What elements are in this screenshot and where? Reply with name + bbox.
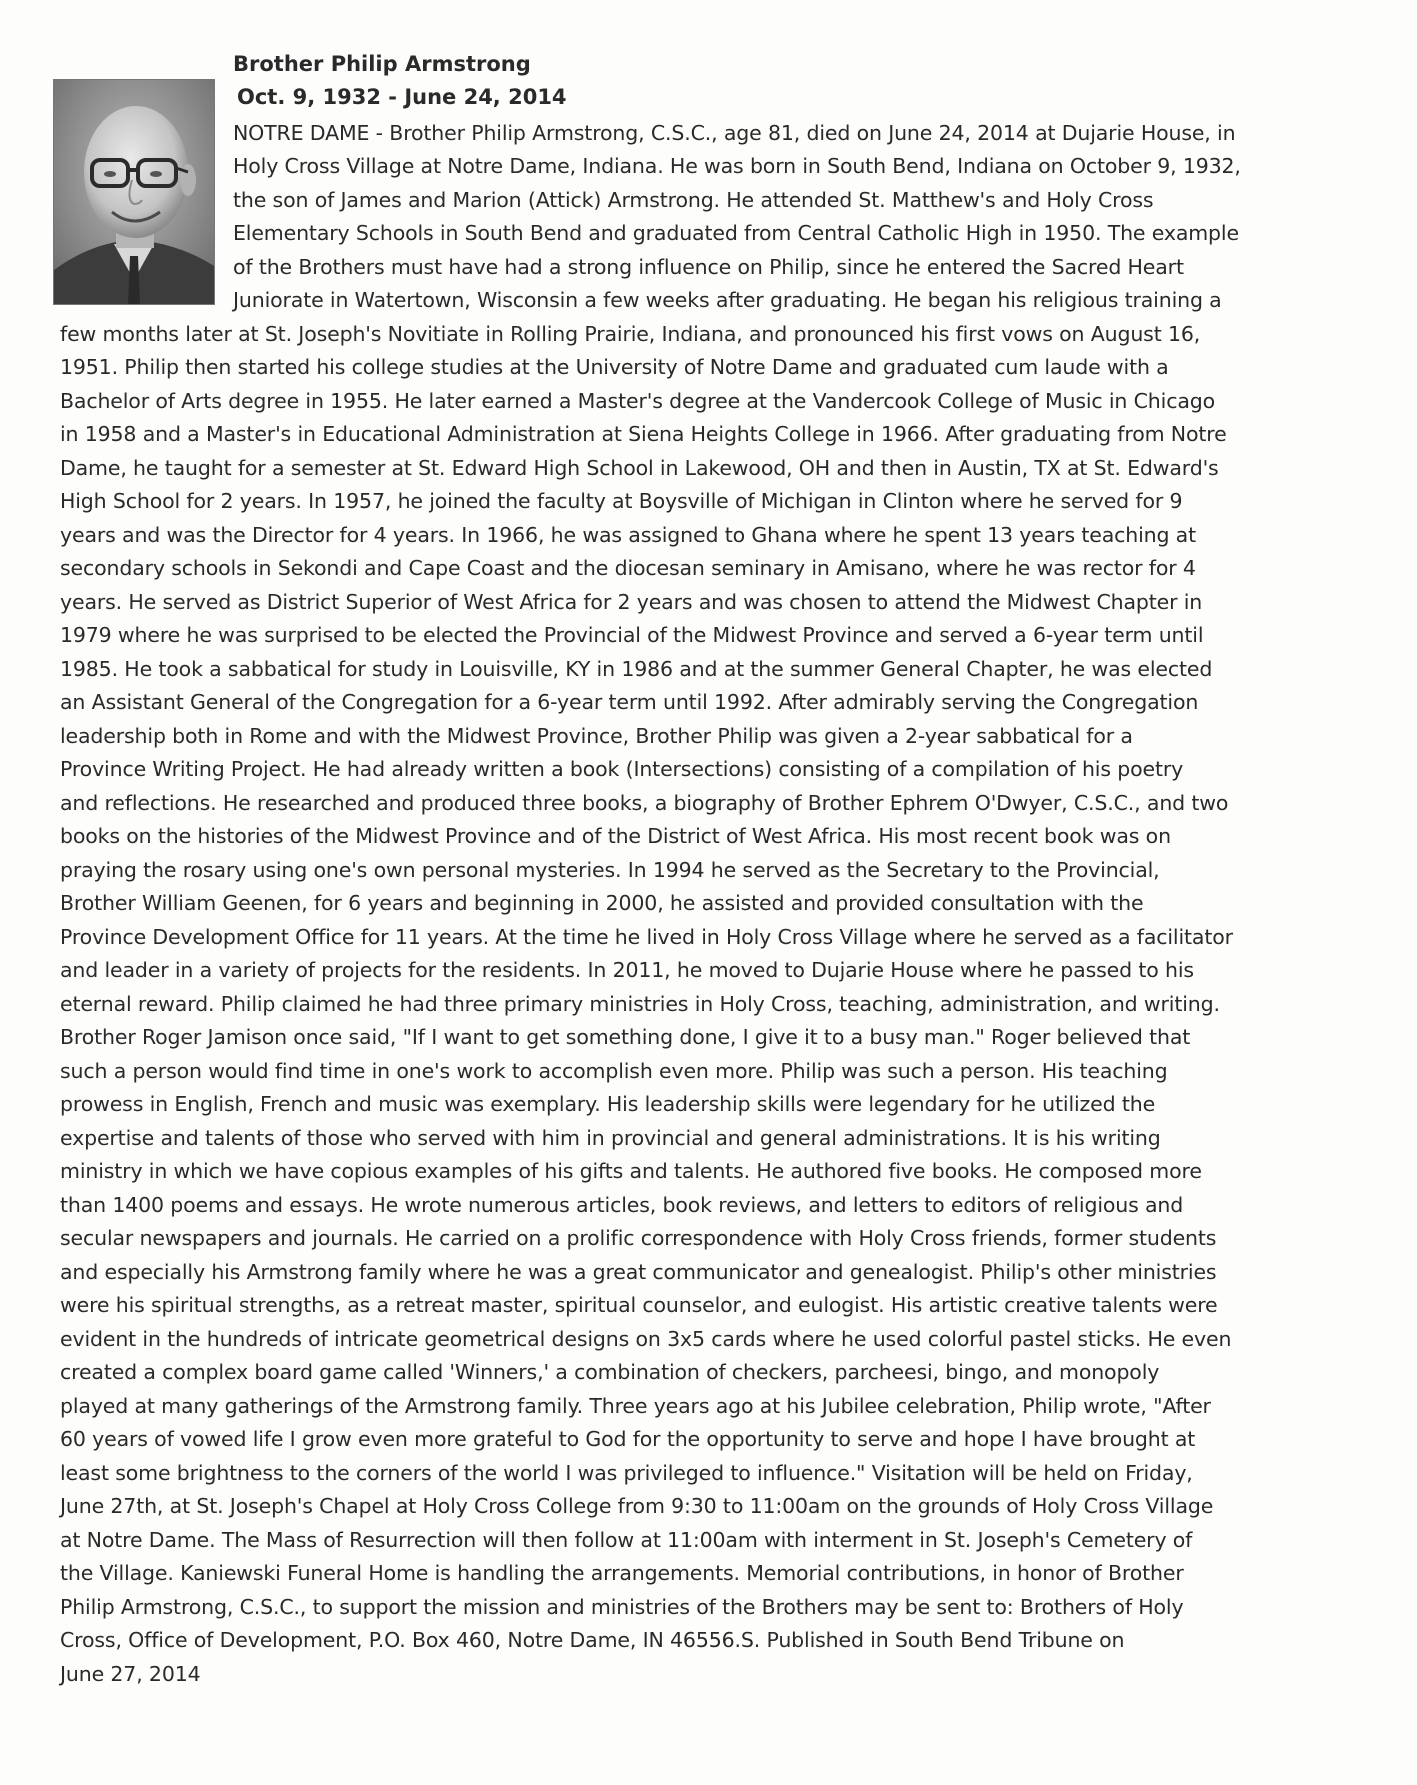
life-dates: Oct. 9, 1932 - June 24, 2014	[237, 85, 567, 109]
text-line: Dame, he taught for a semester at St. Edward High School in Lakewood, OH and then in Austin, TX at St. Edward's	[60, 456, 1219, 480]
portrait-photo	[53, 79, 215, 305]
text-line: of the Brothers must have had a strong influence on Philip, since he entered the Sacred Heart	[233, 255, 1184, 279]
text-line: Brother Roger Jamison once said, "If I want to get something done, I give it to a busy man." Roger believed that	[60, 1025, 1191, 1049]
text-line: ministry in which we have copious examples of his gifts and talents. He authored five books. He composed more	[60, 1159, 1202, 1183]
text-line: Brother William Geenen, for 6 years and beginning in 2000, he assisted and provided consultation with the	[60, 891, 1144, 915]
text-line: the Village. Kaniewski Funeral Home is handling the arrangements. Memorial contributions, in honor of Brother	[60, 1561, 1184, 1585]
text-line: Province Development Office for 11 years. At the time he lived in Holy Cross Village where he served as a facilitator	[60, 925, 1233, 949]
text-line: prowess in English, French and music was exemplary. His leadership skills were legendary for he utilized the	[60, 1092, 1156, 1116]
text-line: secondary schools in Sekondi and Cape Coast and the diocesan seminary in Amisano, where he was rector for 4	[60, 556, 1196, 580]
text-line: Juniorate in Watertown, Wisconsin a few weeks after graduating. He began his religious training a	[233, 288, 1222, 312]
text-line: Philip Armstrong, C.S.C., to support the mission and ministries of the Brothers may be sent to: Brothers of Holy	[60, 1595, 1184, 1619]
text-line: books on the histories of the Midwest Province and of the District of West Africa. His most recent book was on	[60, 824, 1171, 848]
text-line: 1951. Philip then started his college studies at the University of Notre Dame and graduated cum laude with a	[60, 355, 1169, 379]
text-line: years and was the Director for 4 years. In 1966, he was assigned to Ghana where he spent 13 years teaching at	[60, 523, 1196, 547]
text-line: and especially his Armstrong family where he was a great communicator and genealogist. Philip's other ministries	[60, 1260, 1217, 1284]
text-line: June 27, 2014	[60, 1662, 201, 1686]
text-line: the son of James and Marion (Attick) Armstrong. He attended St. Matthew's and Holy Cross	[233, 188, 1154, 212]
text-line: Province Writing Project. He had already written a book (Intersections) consisting of a compilation of his poetry	[60, 757, 1184, 781]
text-line: June 27th, at St. Joseph's Chapel at Holy Cross College from 9:30 to 11:00am on the grounds of Holy Cross Village	[60, 1494, 1214, 1518]
text-line: 1979 where he was surprised to be elected the Provincial of the Midwest Province and served a 6-year term until	[60, 623, 1204, 647]
text-line: evident in the hundreds of intricate geometrical designs on 3x5 cards where he used colorful pastel sticks. He even	[60, 1327, 1232, 1351]
text-line: Elementary Schools in South Bend and graduated from Central Catholic High in 1950. The example	[233, 221, 1239, 245]
text-line: such a person would find time in one's work to accomplish even more. Philip was such a person. His teaching	[60, 1059, 1168, 1083]
text-line: praying the rosary using one's own personal mysteries. In 1994 he served as the Secretary to the Provincial,	[60, 858, 1160, 882]
text-line: 60 years of vowed life I grow even more grateful to God for the opportunity to serve and hope I have brought at	[60, 1427, 1196, 1451]
text-line: in 1958 and a Master's in Educational Administration at Siena Heights College in 1966. After graduating from Notre	[60, 422, 1227, 446]
text-line: High School for 2 years. In 1957, he joined the faculty at Boysville of Michigan in Clinton where he served for 9	[60, 489, 1183, 513]
text-line: were his spiritual strengths, as a retreat master, spiritual counselor, and eulogist. His artistic creative talents were	[60, 1293, 1218, 1317]
text-line: Holy Cross Village at Notre Dame, Indiana. He was born in South Bend, Indiana on October 9, 1932,	[233, 154, 1241, 178]
text-line: expertise and talents of those who served with him in provincial and general administrations. It is his writing	[60, 1126, 1161, 1150]
text-line: and reflections. He researched and produced three books, a biography of Brother Ephrem O'Dwyer, C.S.C., and two	[60, 791, 1229, 815]
text-line: than 1400 poems and essays. He wrote numerous articles, book reviews, and letters to editors of religious and	[60, 1193, 1184, 1217]
text-line: Bachelor of Arts degree in 1955. He later earned a Master's degree at the Vandercook College of Music in Chicago	[60, 389, 1215, 413]
text-line: at Notre Dame. The Mass of Resurrection will then follow at 11:00am with interment in St. Joseph's Cemetery of	[60, 1528, 1193, 1552]
text-line: years. He served as District Superior of West Africa for 2 years and was chosen to attend the Midwest Chapter in	[60, 590, 1203, 614]
text-line: secular newspapers and journals. He carried on a prolific correspondence with Holy Cross friends, former students	[60, 1226, 1217, 1250]
text-line: Cross, Office of Development, P.O. Box 460, Notre Dame, IN 46556.S. Published in South Bend Tribune on	[60, 1628, 1125, 1652]
text-line: NOTRE DAME - Brother Philip Armstrong, C.S.C., age 81, died on June 24, 2014 at Dujarie House, in	[233, 121, 1236, 145]
text-line: 1985. He took a sabbatical for study in Louisville, KY in 1986 and at the summer General Chapter, he was elected	[60, 657, 1213, 681]
text-line: eternal reward. Philip claimed he had three primary ministries in Holy Cross, teaching, administration, and writing.	[60, 992, 1220, 1016]
text-line: leadership both in Rome and with the Midwest Province, Brother Philip was given a 2-year sabbatical for a	[60, 724, 1133, 748]
page-title: Brother Philip Armstrong	[233, 52, 531, 76]
text-line: an Assistant General of the Congregation for a 6-year term until 1992. After admirably serving the Congregation	[60, 690, 1199, 714]
text-line: and leader in a variety of projects for the residents. In 2011, he moved to Dujarie House where he passed to his	[60, 958, 1194, 982]
text-line: least some brightness to the corners of the world I was privileged to influence." Visitation will be held on Friday,	[60, 1461, 1193, 1485]
text-line: few months later at St. Joseph's Novitiate in Rolling Prairie, Indiana, and pronounced his first vows on August 16,	[60, 322, 1201, 346]
text-line: created a complex board game called 'Winners,' a combination of checkers, parcheesi, bingo, and monopoly	[60, 1360, 1160, 1384]
text-line: played at many gatherings of the Armstrong family. Three years ago at his Jubilee celebration, Philip wrote, "After	[60, 1394, 1211, 1418]
